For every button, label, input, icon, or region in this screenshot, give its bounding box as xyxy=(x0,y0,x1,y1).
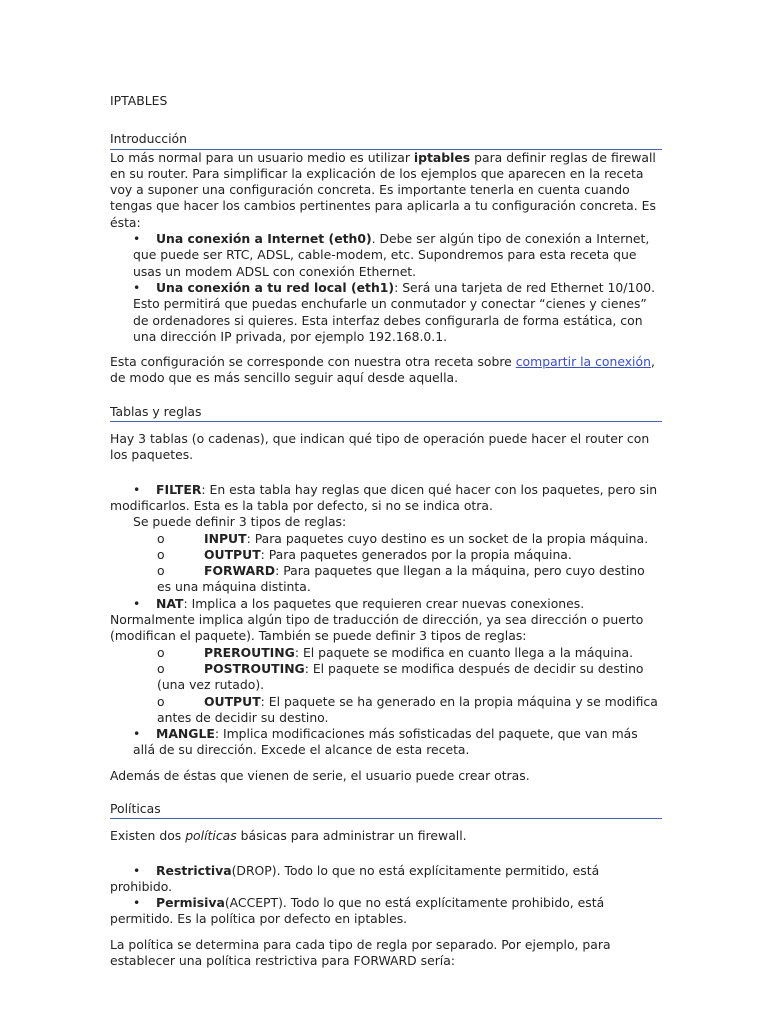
sub-list-item: o OUTPUT: El paquete se ha generado en la propia máquina y se modifica antes de decidir su destino. xyxy=(157,693,658,725)
list-item-subtitle: Se puede definir 3 tipos de reglas: xyxy=(133,514,347,530)
sub-list-item: o OUTPUT: Para paquetes generados por la propia máquina. xyxy=(157,546,572,562)
sub-list-item: o FORWARD: Para paquetes que llegan a la máquina, pero cuyo destino es una máquina distinta. xyxy=(157,563,645,595)
bullet-list xyxy=(110,231,662,345)
sub-bullet-marker: o xyxy=(157,546,165,562)
sub-bullet-marker: o xyxy=(157,660,165,676)
list-item: • Permisiva(ACCEPT). Todo lo que no está explícitamente prohibido, está permitido. Es la política por defecto en iptables. xyxy=(110,895,605,927)
paragraph: Además de éstas que vienen de serie, el usuario puede crear otras. xyxy=(110,767,530,783)
list-item-filter: • FILTER: En esta tabla hay reglas que dicen qué hacer con los paquetes, pero sin modificarlos. Esta es la tabla por defecto, si no se indica otra. Se puede definir 3 tipos de reglas: o INPUT: Para paquetes cuyo destino es un socket de la propia máquina. o OUTPUT: Para paquetes generados por la propia máquina. o FORWARD: Para paquetes que llegan a la máquina, pero cuyo destino es una máquina distinta. xyxy=(110,482,662,596)
list-item: • Una conexión a tu red local (eth1): Será una tarjeta de red Ethernet 10/100. Esto permitirá que puedas enchufarle un conmutador y conectar “cienes y cienes” de ordenadores si quieres. Esta interfaz debes configurarla de forma estática, con una dirección IP privada, por ejemplo 192.168.0.1. xyxy=(133,279,656,344)
paragraph: La política se determina para cada tipo de regla por separado. Por ejemplo, para establecer una política restrictiva para FORWARD sería: xyxy=(110,936,611,969)
list-item: • Una conexión a Internet (eth0). Debe ser algún tipo de conexión a Internet, que puede ser RTC, ADSL, cable-modem, etc. Supondremos para esta receta que usas un modem ADSL con conexión Ethernet. xyxy=(133,231,650,279)
sub-bullet-marker: o xyxy=(157,563,165,579)
bullet-list xyxy=(110,482,662,759)
section-introduccion xyxy=(110,131,662,386)
bullet-marker: • xyxy=(133,595,141,611)
sub-list-item: o POSTROUTING: El paquete se modifica después de decidir su destino (una vez rutado). xyxy=(157,660,644,693)
sub-list xyxy=(110,645,662,726)
sub-bullet-marker: o xyxy=(157,530,165,546)
document-title: IPTABLES xyxy=(110,93,168,108)
bullet-marker: • xyxy=(133,279,141,295)
sub-list-item: o INPUT: Para paquetes cuyo destino es un socket de la propia máquina. xyxy=(157,530,649,546)
sub-list xyxy=(110,531,662,596)
bullet-list xyxy=(110,863,662,928)
section-heading: Tablas y reglas xyxy=(110,404,662,422)
paragraph: Hay 3 tablas (o cadenas), que indican qué tipo de operación puede hacer el router con los paquetes. xyxy=(110,431,650,463)
bullet-marker: • xyxy=(133,726,141,742)
bullet-marker: • xyxy=(133,895,141,911)
list-item-mangle: • MANGLE: Implica modificaciones más sofisticadas del paquete, que van más allá de su dirección. Excede el alcance de esta receta. xyxy=(133,726,638,758)
list-item-nat: • NAT: Implica a los paquetes que requieren crear nuevas conexiones. Normalmente implica algún tipo de traducción de dirección, ya sea dirección o puerto (modifican el paquete). También se puede definir 3 tipos de reglas: o PREROUTING: El paquete se modifica en cuanto llega a la máquina. o POSTROUTING: El paquete se modifica después de decidir su destino (una vez rutado). o OUTPUT: El paquete se ha generado en la propia máquina y se modifica antes de decidir su destino. xyxy=(110,596,662,726)
paragraph: Lo más normal para un usuario medio es utilizar iptables para definir reglas de firewall en su router. Para simplificar la explicación de los ejemplos que aparecen en la receta voy a suponer una configuración concreta. Es importante tenerla en cuenta cuando tengas que hacer los cambios pertinentes para aplicarla a tu configuración concreta. Es ésta: xyxy=(110,149,656,230)
sub-bullet-marker: o xyxy=(157,644,165,660)
bullet-marker: • xyxy=(133,481,141,497)
paragraph: Existen dos políticas básicas para administrar un firewall. xyxy=(110,828,467,844)
bullet-marker: • xyxy=(133,231,141,247)
section-heading: Políticas xyxy=(110,801,662,819)
sub-list-item: o PREROUTING: El paquete se modifica en cuanto llega a la máquina. xyxy=(157,644,634,660)
bullet-marker: • xyxy=(133,862,141,878)
document-page xyxy=(110,93,662,969)
compartir-conexion-link[interactable]: compartir la conexión xyxy=(515,354,651,370)
paragraph: Esta configuración se corresponde con nuestra otra receta sobre compartir la conexión, de modo que es más sencillo seguir aquí desde aquella. xyxy=(110,354,655,386)
list-item: • Restrictiva(DROP). Todo lo que no está explícitamente permitido, está prohibido. xyxy=(110,862,600,894)
section-heading: Introducción xyxy=(110,131,662,149)
section-tablas-reglas xyxy=(110,404,662,784)
section-politicas xyxy=(110,801,662,969)
sub-bullet-marker: o xyxy=(157,693,165,709)
